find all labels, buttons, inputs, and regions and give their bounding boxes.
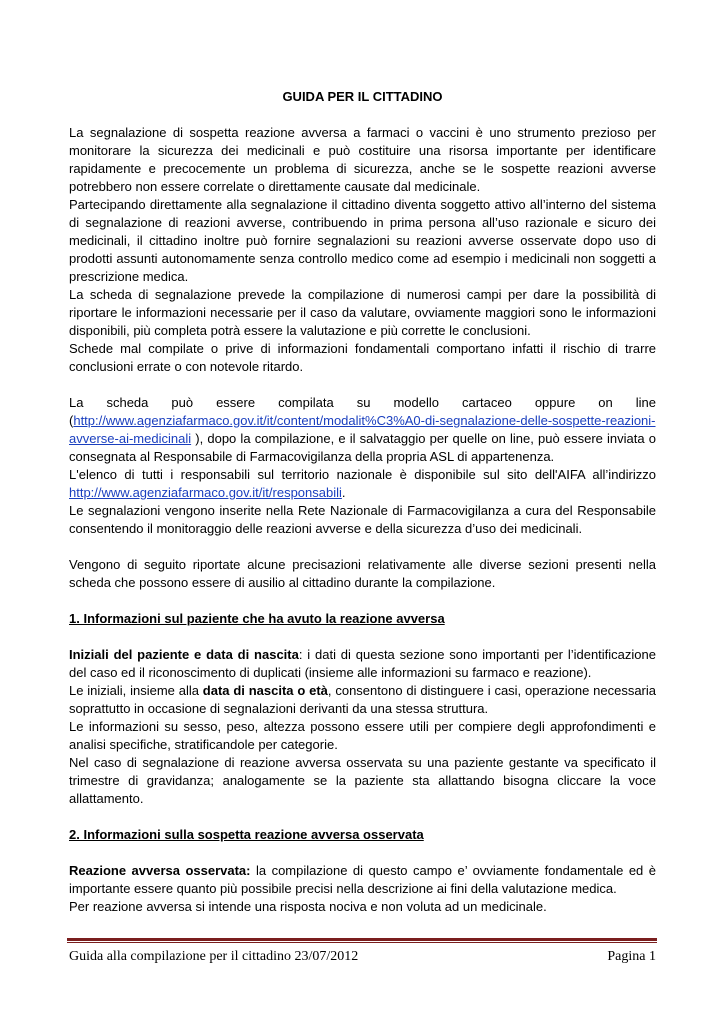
iniziali-text-a: Le iniziali, insieme alla: [69, 683, 203, 698]
responsabili-period: .: [341, 485, 346, 500]
spacer: [69, 376, 656, 394]
section-2-paragraph-2: Per reazione avversa si intende una risposta nociva e non voluta ad un medicinale.: [69, 899, 547, 914]
spacer: [69, 538, 656, 556]
reazione-label: Reazione avversa osservata:: [69, 863, 251, 878]
responsabili-text: L'elenco di tutti i responsabili sul territorio nazionale è disponibile sul sito dell'AIFA all’indirizzo: [69, 467, 656, 482]
compile-text-after: ), dopo la compilazione, e il salvataggio per quelle on line, può essere inviata o consegnata al Responsabile di Farmacovigilanza della propria ASL di appartenenza.: [69, 431, 656, 464]
intro-paragraph-4: Schede mal compilate o prive di informazioni fondamentali comportano infatti il rischio di trarre conclusioni errate o con notevole ritardo.: [69, 341, 656, 374]
network-paragraph: Le segnalazioni vengono inserite nella Rete Nazionale di Farmacovigilanza a cura del Responsabile consentendo il monitoraggio delle reazioni avverse e della sicurezza d’uso dei medicinali.: [69, 503, 656, 536]
section-2-paragraph-1: [69, 862, 656, 898]
spacer: [69, 808, 656, 826]
section-1-paragraph-1: [69, 646, 656, 682]
document-title: GUIDA PER IL CITTADINO: [282, 89, 443, 104]
footer-rule: [67, 938, 657, 943]
spacer: [69, 844, 656, 862]
spacer: [69, 628, 656, 646]
section-1-paragraph-2: [69, 682, 656, 718]
intro-paragraph-2: Partecipando direttamente alla segnalazione il cittadino diventa soggetto attivo all’interno del sistema di segnalazione di reazioni avverse, contribuendo in prima persona all’uso razionale e sicuro dei medicinali, il cittadino inoltre può fornire segnalazioni su reazioni avverse osservate dopo uso di prodotti assunti autonomamente senza controllo medico come ad esempio i medicinali non soggetti a prescrizione medica.: [69, 197, 656, 284]
compile-paragraph: [69, 394, 656, 466]
footer-guide-title: Guida alla compilazione per il cittadino 23/07/2012: [69, 949, 359, 964]
responsabili-link[interactable]: http://www.agenziafarmaco.gov.it/it/responsabili: [69, 485, 342, 500]
section-2-heading: 2. Informazioni sulla sospetta reazione avversa osservata: [69, 827, 424, 842]
section-1-paragraph-4: Nel caso di segnalazione di reazione avversa osservata su una paziente gestante va specificato il trimestre di gravidanza; analogamente se la paziente sta allattando bisogna cliccare la voce allattamento.: [69, 755, 656, 806]
precisazioni-paragraph: Vengono di seguito riportate alcune precisazioni relativamente alle diverse sezioni presenti nella scheda che possono essere di ausilio al cittadino durante la compilazione.: [69, 557, 656, 590]
modalita-segnalazione-link[interactable]: http://www.agenziafarmaco.gov.it/it/content/modalit%C3%A0-di-segnalazione-delle-sospette-reazioni-avverse-ai-medicinali: [69, 413, 656, 446]
compile-text-before: La scheda può essere compilata su modello cartaceo oppure on line (: [69, 395, 656, 428]
spacer: [69, 592, 656, 610]
reazione-text: la compilazione di questo campo e’ ovviamente fondamentale ed è importante essere quanto più possibile precisi nella descrizione ai fini della valutazione medica.: [69, 863, 656, 896]
iniziali-text: : i dati di questa sezione sono importanti per l’identificazione del caso ed il riconoscimento di duplicati (insieme alle informazioni su farmaco e reazione).: [69, 647, 656, 680]
intro-paragraph-1: La segnalazione di sospetta reazione avversa a farmaci o vaccini è uno strumento prezioso per monitorare la sicurezza dei medicinali e può costituire una risorsa importante per identificare rapidamente e precocemente un problema di sicurezza, anche se le sospette reazioni avverse potrebbero non essere correlate o direttamente causate dal medicinale.: [69, 125, 656, 194]
responsabili-paragraph: [69, 466, 656, 502]
data-nascita-label: data di nascita o età: [202, 683, 328, 698]
document-body: [69, 88, 656, 916]
iniziali-label: Iniziali del paziente e data di nascita: [69, 647, 299, 662]
section-1-heading: 1. Informazioni sul paziente che ha avuto la reazione avversa: [69, 611, 445, 626]
section-1-paragraph-3: Le informazioni su sesso, peso, altezza possono essere utili per compiere degli approfondimenti e analisi specifiche, stratificandole per categorie.: [69, 719, 656, 752]
page-number: Pagina 1: [607, 949, 656, 964]
intro-paragraph-3: La scheda di segnalazione prevede la compilazione di numerosi campi per dare la possibilità di riportare le informazioni necessarie per il caso da valutare, ovviamente maggiori sono le informazioni disponibili, più completa potrà essere la valutazione e più corrette le conclusioni.: [69, 287, 656, 338]
iniziali-text-b: , consentono di distinguere i casi, operazione necessaria soprattutto in occasione di segnalazioni derivanti da una stessa struttura.: [69, 683, 657, 716]
page-footer: [69, 949, 656, 965]
